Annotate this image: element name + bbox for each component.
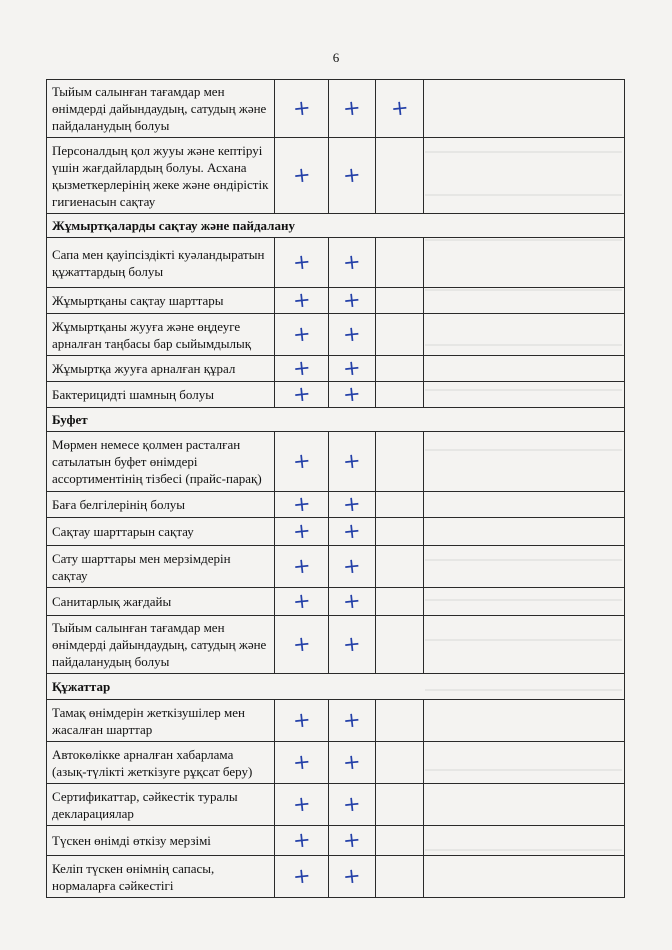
mark-cell (275, 700, 329, 742)
mark-cell (376, 432, 424, 492)
requirement-text: Сақтау шарттарын сақтау (47, 518, 275, 546)
requirement-text: Санитарлық жағдайы (47, 588, 275, 616)
handwritten-plus-mark: + (341, 631, 362, 657)
notes-cell (424, 80, 625, 138)
mark-cell (329, 356, 376, 382)
notes-cell (424, 700, 625, 742)
handwritten-plus-mark: + (341, 791, 362, 817)
mark-cell (275, 356, 329, 382)
requirement-text: Мөрмен немесе қолмен расталған сатылатын буфет өнімдері ассортиментінің тізбесі (прайс-парақ) (47, 432, 275, 492)
table-row (47, 288, 625, 314)
mark-cell (376, 784, 424, 826)
mark-cell (329, 826, 376, 856)
table-row (47, 138, 625, 214)
notes-cell (424, 492, 625, 518)
handwritten-plus-mark: + (341, 162, 362, 188)
page-number: 6 (332, 50, 340, 65)
notes-cell (424, 742, 625, 784)
mark-cell (376, 288, 424, 314)
handwritten-plus-mark: + (291, 553, 312, 579)
handwritten-plus-mark: + (341, 95, 362, 121)
requirement-text: Тыйым салынған тағамдар мен өнімдерді дайындаудың, сатудың және пайдаланудың болуы (47, 80, 275, 138)
notes-cell (424, 518, 625, 546)
mark-cell (376, 382, 424, 408)
handwritten-plus-mark: + (291, 827, 312, 853)
table-row (47, 856, 625, 898)
mark-cell (275, 238, 329, 288)
checklist-table (46, 79, 625, 898)
mark-cell (275, 382, 329, 408)
mark-cell (275, 616, 329, 674)
handwritten-plus-mark: + (291, 381, 312, 407)
notes-cell (424, 588, 625, 616)
mark-cell (275, 856, 329, 898)
handwritten-plus-mark: + (291, 749, 312, 775)
mark-cell (275, 138, 329, 214)
mark-cell (376, 826, 424, 856)
mark-cell (329, 314, 376, 356)
mark-cell (329, 518, 376, 546)
section-title: Құжаттар (47, 674, 625, 700)
requirement-text: Персоналдың қол жууы және кептіруі үшін жағдайлардың болуы. Асхана қызметкерлерінің жеке және өндірістік гигиенасын сақтау (47, 138, 275, 214)
mark-cell (376, 856, 424, 898)
mark-cell (275, 784, 329, 826)
section-row (47, 214, 625, 238)
mark-cell (275, 826, 329, 856)
table-row (47, 700, 625, 742)
handwritten-plus-mark: + (341, 749, 362, 775)
mark-cell (376, 238, 424, 288)
handwritten-plus-mark: + (341, 863, 362, 889)
mark-cell (329, 546, 376, 588)
handwritten-plus-mark: + (341, 287, 362, 313)
mark-cell (329, 492, 376, 518)
requirement-text: Түскен өнімді өткізу мерзімі (47, 826, 275, 856)
handwritten-plus-mark: + (341, 321, 362, 347)
table-row (47, 826, 625, 856)
mark-cell (376, 492, 424, 518)
requirement-text: Жұмыртқаны жууға және өңдеуге арналған таңбасы бар сыйымдылық (47, 314, 275, 356)
mark-cell (329, 742, 376, 784)
requirement-text: Сертификаттар, сәйкестік туралы декларациялар (47, 784, 275, 826)
mark-cell (376, 616, 424, 674)
mark-cell (275, 546, 329, 588)
handwritten-plus-mark: + (341, 553, 362, 579)
requirement-text: Келіп түскен өнімнің сапасы, нормаларға сәйкестігі (47, 856, 275, 898)
mark-cell (329, 382, 376, 408)
mark-cell (275, 80, 329, 138)
mark-cell (329, 616, 376, 674)
mark-cell (376, 742, 424, 784)
requirement-text: Жұмыртқаны сақтау шарттары (47, 288, 275, 314)
handwritten-plus-mark: + (291, 863, 312, 889)
mark-cell (329, 138, 376, 214)
table-row (47, 314, 625, 356)
mark-cell (376, 588, 424, 616)
mark-cell (329, 288, 376, 314)
requirement-text: Тыйым салынған тағамдар мен өнімдерді дайындаудың, сатудың және пайдаланудың болуы (47, 616, 275, 674)
requirement-text: Сапа мен қауіпсіздікті куәландыратын құжаттардың болуы (47, 238, 275, 288)
mark-cell (329, 784, 376, 826)
notes-cell (424, 138, 625, 214)
table-row (47, 356, 625, 382)
handwritten-plus-mark: + (341, 588, 362, 614)
table-row (47, 784, 625, 826)
table-row (47, 492, 625, 518)
notes-cell (424, 616, 625, 674)
requirement-text: Бактерицидті шамның болуы (47, 382, 275, 408)
table-row (47, 546, 625, 588)
mark-cell (376, 700, 424, 742)
mark-cell (376, 356, 424, 382)
mark-cell (275, 314, 329, 356)
mark-cell (376, 546, 424, 588)
handwritten-plus-mark: + (389, 95, 410, 121)
notes-cell (424, 382, 625, 408)
handwritten-plus-mark: + (291, 95, 312, 121)
handwritten-plus-mark: + (291, 355, 312, 381)
mark-cell (329, 432, 376, 492)
requirement-text: Баға белгілерінің болуы (47, 492, 275, 518)
notes-cell (424, 784, 625, 826)
mark-cell (376, 314, 424, 356)
handwritten-plus-mark: + (341, 249, 362, 275)
mark-cell (376, 138, 424, 214)
mark-cell (376, 80, 424, 138)
table-row (47, 238, 625, 288)
mark-cell (275, 588, 329, 616)
handwritten-plus-mark: + (341, 707, 362, 733)
table-row (47, 742, 625, 784)
handwritten-plus-mark: + (341, 827, 362, 853)
handwritten-plus-mark: + (291, 249, 312, 275)
section-title: Жұмыртқаларды сақтау және пайдалану (47, 214, 625, 238)
handwritten-plus-mark: + (341, 518, 362, 544)
mark-cell (275, 288, 329, 314)
handwritten-plus-mark: + (291, 162, 312, 188)
table-row (47, 588, 625, 616)
notes-cell (424, 546, 625, 588)
handwritten-plus-mark: + (291, 707, 312, 733)
notes-cell (424, 356, 625, 382)
handwritten-plus-mark: + (291, 518, 312, 544)
mark-cell (275, 742, 329, 784)
mark-cell (329, 588, 376, 616)
handwritten-plus-mark: + (291, 791, 312, 817)
requirement-text: Жұмыртқа жууға арналған құрал (47, 356, 275, 382)
handwritten-plus-mark: + (341, 448, 362, 474)
mark-cell (275, 432, 329, 492)
requirement-text: Тамақ өнімдерін жеткізушілер мен жасалған шарттар (47, 700, 275, 742)
notes-cell (424, 826, 625, 856)
requirement-text: Автокөлікке арналған хабарлама (азық-түлікті жеткізуге рұқсат беру) (47, 742, 275, 784)
notes-cell (424, 856, 625, 898)
section-row (47, 408, 625, 432)
notes-cell (424, 238, 625, 288)
table-row (47, 616, 625, 674)
handwritten-plus-mark: + (341, 381, 362, 407)
table-row (47, 382, 625, 408)
requirement-text: Сату шарттары мен мерзімдерін сақтау (47, 546, 275, 588)
table-row (47, 518, 625, 546)
mark-cell (329, 80, 376, 138)
handwritten-plus-mark: + (291, 287, 312, 313)
mark-cell (329, 700, 376, 742)
mark-cell (275, 518, 329, 546)
table-row (47, 432, 625, 492)
notes-cell (424, 314, 625, 356)
handwritten-plus-mark: + (291, 321, 312, 347)
notes-cell (424, 288, 625, 314)
handwritten-plus-mark: + (291, 631, 312, 657)
section-row (47, 674, 625, 700)
mark-cell (329, 856, 376, 898)
handwritten-plus-mark: + (341, 491, 362, 517)
handwritten-plus-mark: + (341, 355, 362, 381)
handwritten-plus-mark: + (291, 491, 312, 517)
mark-cell (275, 492, 329, 518)
mark-cell (329, 238, 376, 288)
section-title: Буфет (47, 408, 625, 432)
handwritten-plus-mark: + (291, 588, 312, 614)
table-row (47, 80, 625, 138)
mark-cell (376, 518, 424, 546)
handwritten-plus-mark: + (291, 448, 312, 474)
notes-cell (424, 432, 625, 492)
